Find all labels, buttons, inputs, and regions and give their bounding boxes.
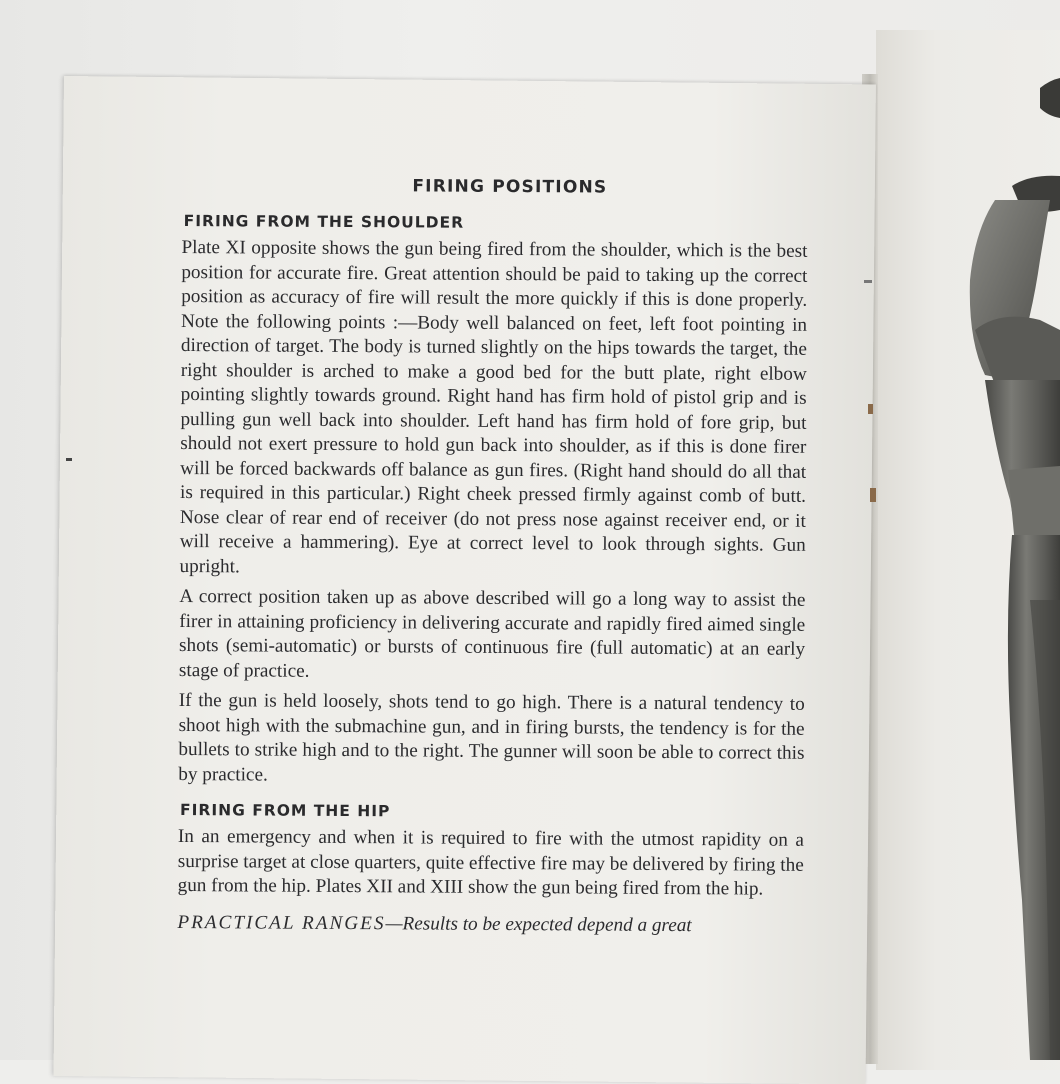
paragraph: A correct position taken up as above described will go a long way to assist the firer in attaining proficiency in delivering accurate and rapidly fired aimed single shots (semi-automatic) or bursts of continuous fire (full automatic) at an early stage of practice. (178, 585, 806, 682)
section-heading: FIRING FROM THE HIP (180, 801, 391, 821)
paragraph: If the gun is held loosely, shots tend to go high. There is a natural tendency to shoot high with the submachine gun, and in firing bursts, the tendency is for the bullets to strike high and to the right. The gunner will soon be able to correct this by practice. (178, 689, 805, 786)
margin-mark (66, 458, 72, 461)
page-text (177, 170, 808, 939)
gutter-mark (864, 280, 872, 283)
section-heading: FIRING FROM THE SHOULDER (183, 212, 465, 232)
paragraph: In an emergency and when it is required to fire with the utmost rapidity on a surprise target at close quarters, quite effective fire may be delivered by firing the gun from the hip. Plates XII and XIII show the gun being fired from the hip. (177, 825, 804, 900)
gutter-stain (868, 404, 873, 414)
footer-lead: PRACTICAL RANGES (177, 911, 386, 934)
footer-text: —Results to be expected depend a great (385, 912, 692, 936)
gutter-stain (870, 488, 876, 502)
page-title: FIRING POSITIONS (412, 176, 608, 198)
footer-line (177, 910, 803, 938)
paragraph: Plate XI opposite shows the gun being fired from the shoulder, which is the best position for accurate fire. Great attention should be paid to taking up the correct position as accuracy of fire will result the more quickly if this is done properly. Note the following points :—Body well balanced on feet, left foot pointing in direction of target. The body is turned slightly on the hips towards the target, the right shoulder is arched to make a good bed for the butt plate, right elbow pointing slightly towards ground. Right hand has firm hold of pistol grip and is pulling gun well back into shoulder. Left hand has firm hold of fore grip, but should not exert pressure to hold gun back into shoulder, as if this is done firer will be forced backwards off balance as gun fires. (Right hand should do all that is required in this particular.) Right cheek pressed firmly against comb of butt. Nose clear of rear end of receiver (do not press nose against receiver end, or it will receive a hammering). Eye at correct level to look through sights. Gun upright. (179, 236, 808, 577)
